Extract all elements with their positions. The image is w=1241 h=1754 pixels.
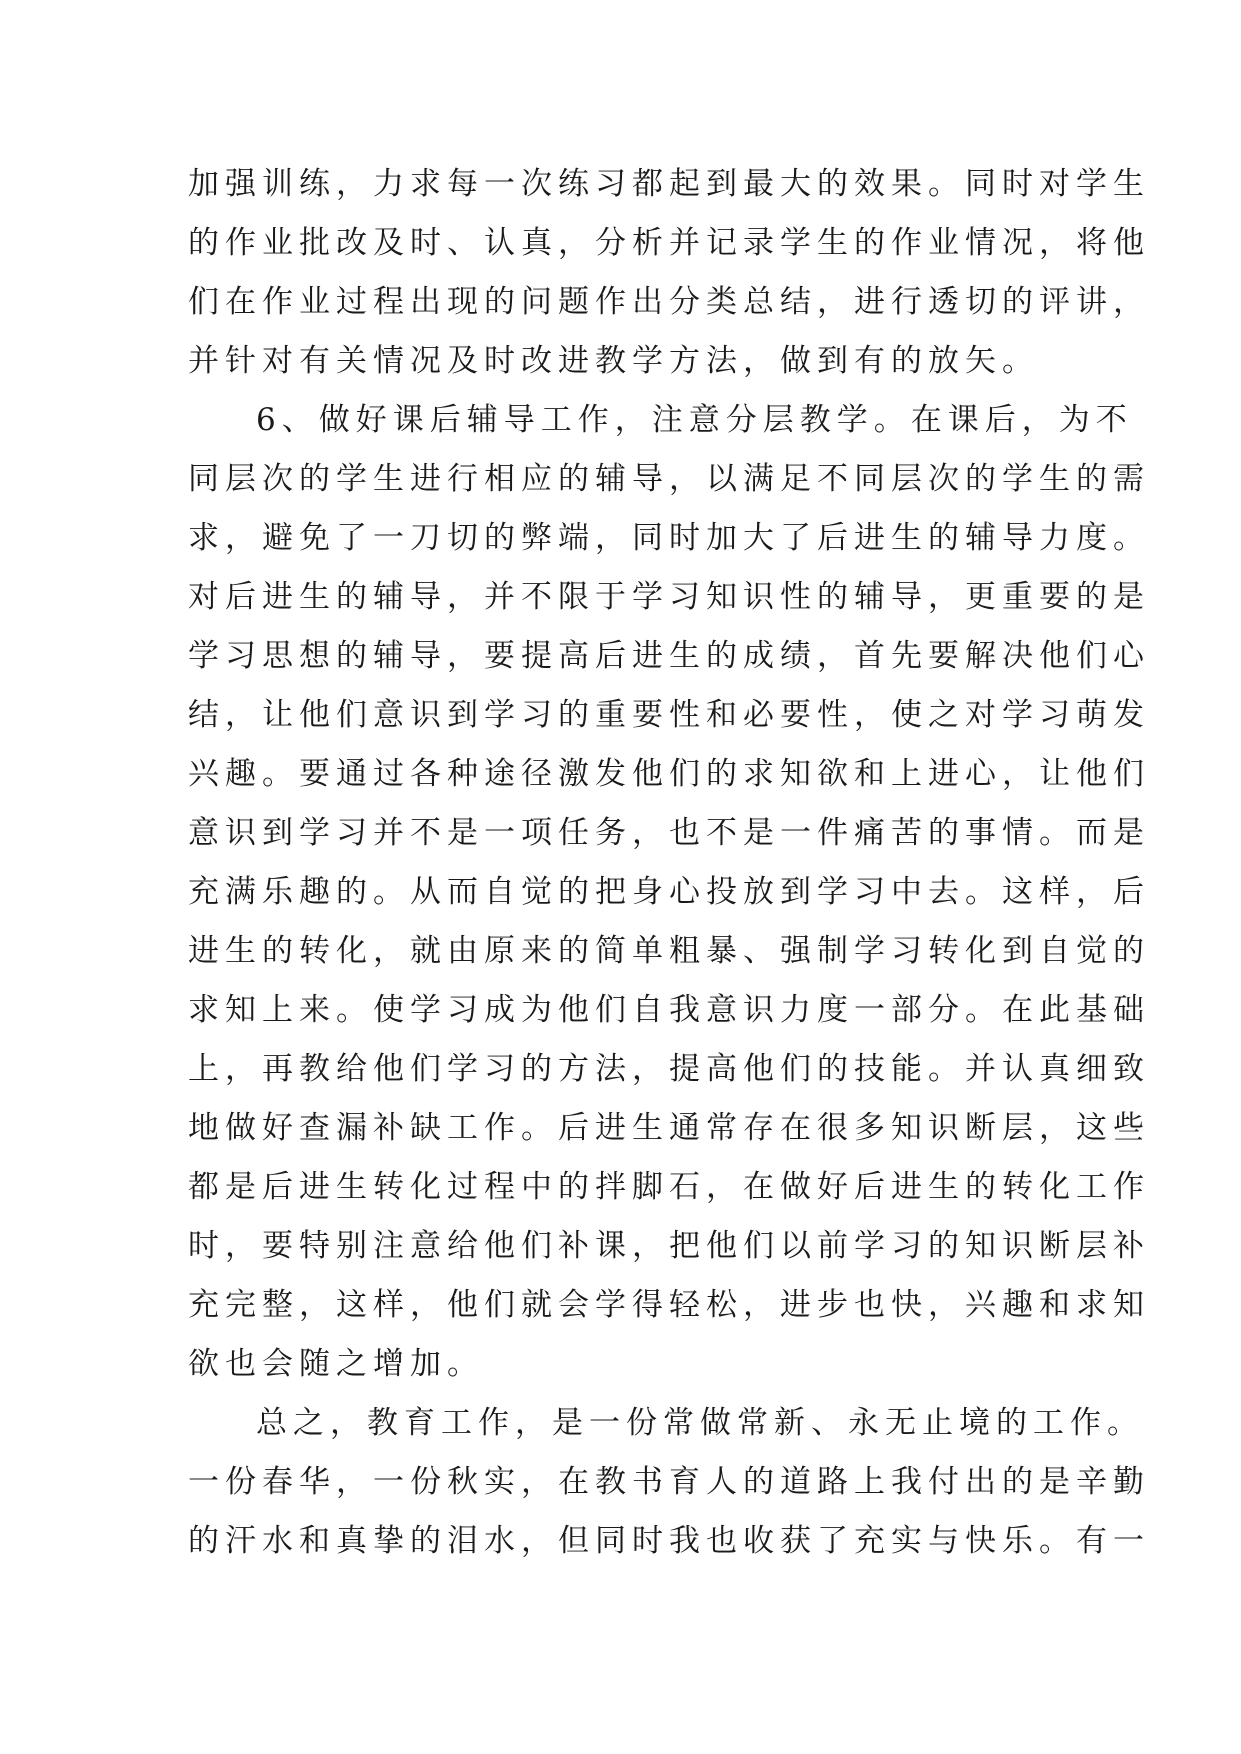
text-line: 上，再教给他们学习的方法，提高他们的技能。并认真细致 bbox=[188, 1051, 1150, 1087]
text-line: 对后进生的辅导，并不限于学习知识性的辅导，更重要的是 bbox=[188, 579, 1150, 615]
text-line: 的作业批改及时、认真，分析并记录学生的作业情况，将他 bbox=[188, 225, 1150, 261]
text-line: 充完整，这样，他们就会学得轻松，进步也快，兴趣和求知 bbox=[188, 1287, 1150, 1323]
text-line: 时，要特别注意给他们补课，把他们以前学习的知识断层补 bbox=[188, 1228, 1150, 1264]
text-line: 一份春华，一份秋实，在教书育人的道路上我付出的是辛勤 bbox=[188, 1464, 1150, 1500]
text-line: 并针对有关情况及时改进教学方法，做到有的放矢。 bbox=[188, 343, 1039, 379]
text-line: 意识到学习并不是一项任务，也不是一件痛苦的事情。而是 bbox=[188, 815, 1150, 851]
text-line: 们在作业过程出现的问题作出分类总结，进行透切的评讲， bbox=[188, 284, 1150, 320]
text-line: 进生的转化，就由原来的简单粗暴、强制学习转化到自觉的 bbox=[188, 933, 1150, 969]
text-line: 加强训练，力求每一次练习都起到最大的效果。同时对学生 bbox=[188, 166, 1150, 202]
text-line: 学习思想的辅导，要提高后进生的成绩，首先要解决他们心 bbox=[188, 638, 1150, 674]
body-text bbox=[188, 155, 1150, 1571]
text-line: 充满乐趣的。从而自觉的把身心投放到学习中去。这样，后 bbox=[188, 874, 1150, 910]
text-line-indented: 总之，教育工作，是一份常做常新、永无止境的工作。 bbox=[256, 1405, 1144, 1441]
text-line: 结，让他们意识到学习的重要性和必要性，使之对学习萌发 bbox=[188, 697, 1150, 733]
text-line-indented: 6、做好课后辅导工作，注意分层教学。在课后，为不 bbox=[256, 402, 1133, 438]
text-line: 地做好查漏补缺工作。后进生通常存在很多知识断层，这些 bbox=[188, 1110, 1150, 1146]
text-line: 的汗水和真挚的泪水，但同时我也收获了充实与快乐。有一 bbox=[188, 1523, 1150, 1559]
text-line: 同层次的学生进行相应的辅导，以满足不同层次的学生的需 bbox=[188, 461, 1150, 497]
text-line: 求知上来。使学习成为他们自我意识力度一部分。在此基础 bbox=[188, 992, 1150, 1028]
text-line: 欲也会随之增加。 bbox=[188, 1346, 484, 1382]
text-line: 都是后进生转化过程中的拌脚石，在做好后进生的转化工作 bbox=[188, 1169, 1150, 1205]
text-line: 兴趣。要通过各种途径激发他们的求知欲和上进心，让他们 bbox=[188, 756, 1150, 792]
text-line: 求，避免了一刀切的弊端，同时加大了后进生的辅导力度。 bbox=[188, 520, 1150, 556]
